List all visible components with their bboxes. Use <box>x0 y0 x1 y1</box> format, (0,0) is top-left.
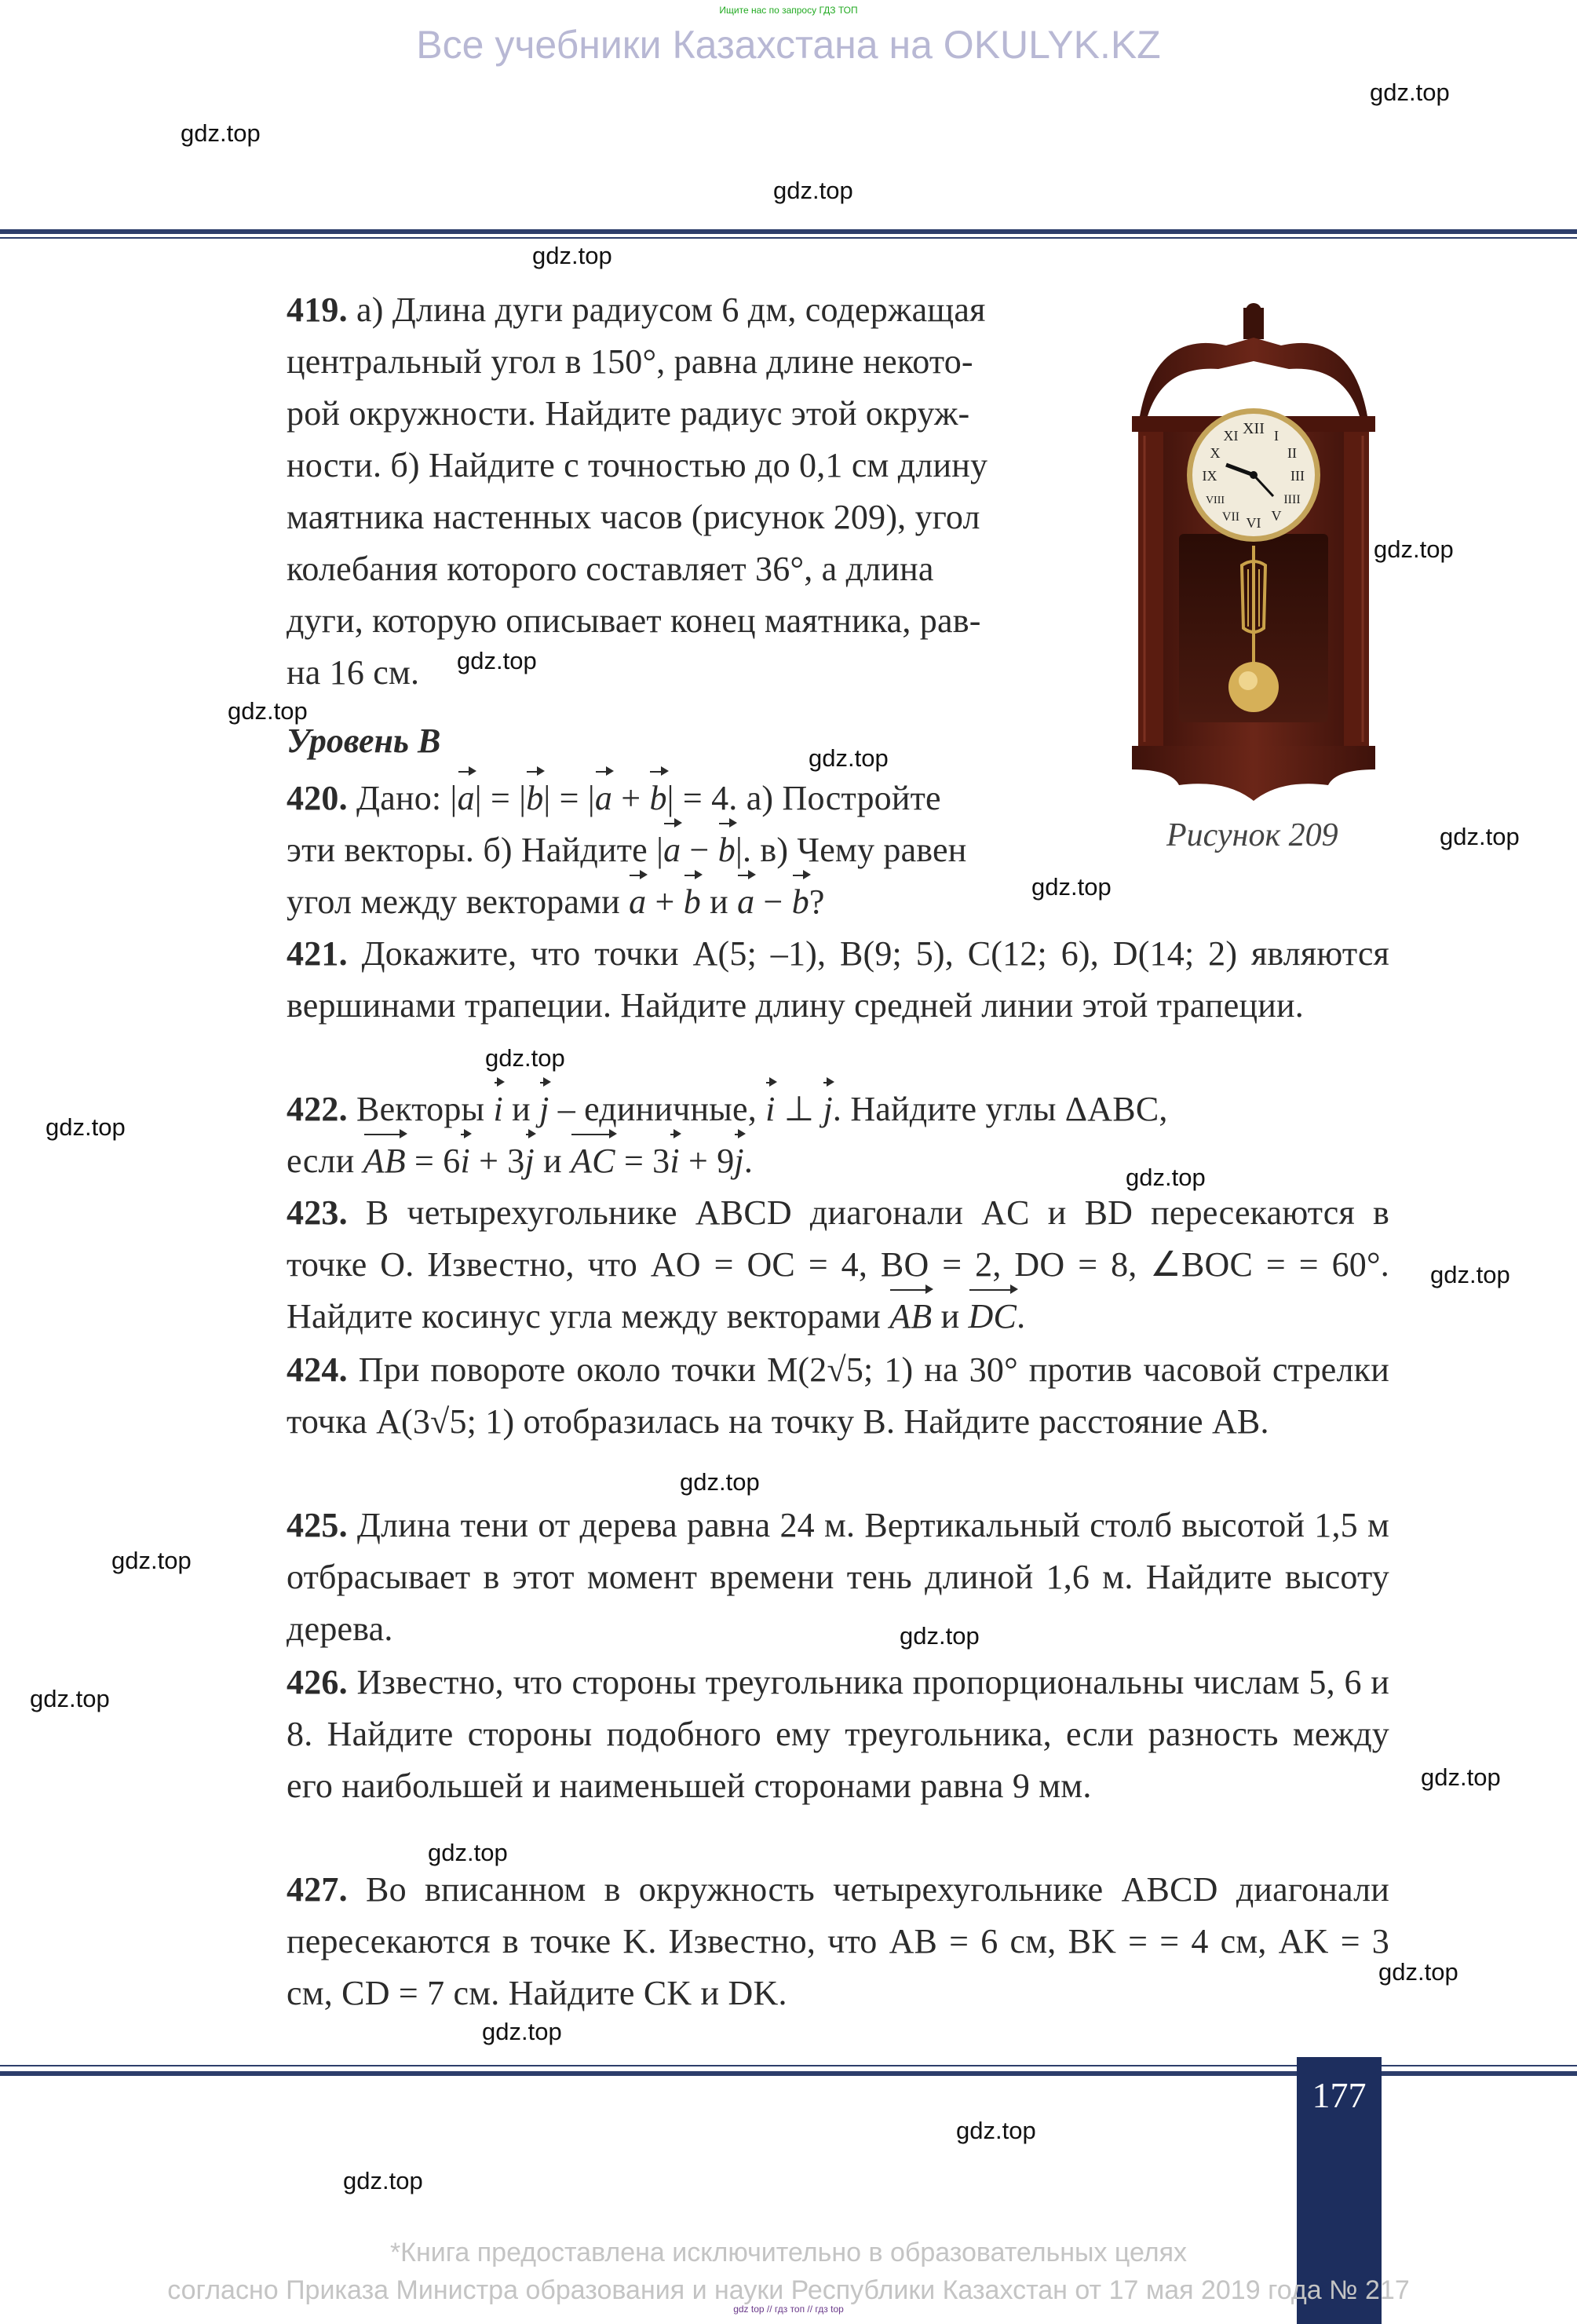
problem-number: 422. <box>287 1090 348 1128</box>
watermark: gdz.top <box>1440 823 1520 850</box>
watermark: gdz.top <box>482 2018 562 2045</box>
watermark: gdz.top <box>956 2117 1036 2144</box>
watermark: gdz.top <box>773 177 853 204</box>
problem-422: 422. Векторы i и j – единичные, i ⊥ j. Найдите углы ΔABC, если AB = 6i + 3j и AC = 3i + 9j. <box>287 1083 1389 1187</box>
watermark: gdz.top <box>485 1044 565 1072</box>
clock-numeral: V <box>1271 508 1282 524</box>
clock-numeral: VII <box>1221 510 1240 524</box>
watermark: gdz.top <box>111 1547 192 1574</box>
watermark: gdz.top <box>457 647 537 674</box>
watermark: gdz.top <box>1421 1763 1501 1791</box>
problem-number: 425. <box>287 1506 348 1544</box>
clock-numeral: XI <box>1223 428 1239 444</box>
problem-number: 426. <box>287 1663 348 1701</box>
problem-number: 420. <box>287 779 348 817</box>
watermark: gdz.top <box>228 697 308 725</box>
problem-426: 426. Известно, что стороны треугольника пропорциональны числам 5, 6 и 8. Найдите стороны подобного ему треугольника, если разность между его наибольшей и наименьшей сторонами равна 9 мм. <box>287 1663 1390 1805</box>
watermark: gdz.top <box>809 744 889 772</box>
watermark: gdz.top <box>900 1622 980 1650</box>
footer-links[interactable]: gdz top // гдз топ // гдз top <box>733 2304 844 2315</box>
watermark: gdz.top <box>680 1468 760 1496</box>
watermark: gdz.top <box>1126 1164 1206 1191</box>
clock-face <box>1187 408 1320 542</box>
pendulum-clock-illustration <box>1124 298 1383 801</box>
watermark: gdz.top <box>46 1113 126 1141</box>
level-heading: Уровень B <box>287 722 441 760</box>
clock-numeral: IX <box>1202 468 1217 484</box>
search-hint: Ищите нас по запросу ГДЗ ТОП <box>719 5 858 16</box>
watermark: gdz.top <box>1430 1261 1510 1288</box>
problem-number: 419. <box>287 290 348 329</box>
problem-424: 424. При повороте около точки M(2√5; 1) на 30° против часовой стрелки точка A(3√5; 1) отобразилась на точку B. Найдите расстояние AB. <box>287 1350 1390 1441</box>
problem-number: 424. <box>287 1350 348 1389</box>
watermark: gdz.top <box>428 1839 508 1866</box>
watermark: gdz.top <box>1370 79 1450 106</box>
watermark: gdz.top <box>181 119 261 147</box>
clock-numeral: II <box>1287 445 1297 461</box>
clock-numeral: IIII <box>1283 493 1301 506</box>
footer-note: *Книга предоставлена исключительно в образовательных целях согласно Приказа Министра образования и науки Республики Казахстан от 17 мая 2019 года № 217 <box>167 2238 1410 2305</box>
figure-caption: Рисунок 209 <box>1166 817 1338 853</box>
watermark: gdz.top <box>1374 535 1454 563</box>
watermark: gdz.top <box>532 242 612 269</box>
page-number: 177 <box>1312 2075 1367 2115</box>
problem-number: 423. <box>287 1193 348 1232</box>
problem-number: 421. <box>287 934 348 973</box>
watermark: gdz.top <box>343 2167 423 2194</box>
header-rule <box>0 237 1577 239</box>
clock-numeral: VI <box>1246 515 1261 531</box>
clock-numeral: XII <box>1243 420 1265 437</box>
watermark: gdz.top <box>30 1685 110 1712</box>
watermark: gdz.top <box>1378 1958 1458 1986</box>
problem-419: 419. а) Длина дуги радиусом 6 дм, содержащая центральный угол в 150°, равна длине некото- рой окружности. Найдите радиус этой окруж- ности. б) Найдите с точностью до 0,1 см длину маятника настенных часов (рисунок 209), угол колебания которого составляет 36°, а длина дуги, которую описывает конец маятника, рав- на 16 см. <box>287 290 988 692</box>
problem-number: 427. <box>287 1870 348 1909</box>
problem-420: 420. Дано: |a| = |b| = |a + b| = 4. а) Постройте эти векторы. б) Найдите |a − b|. в) Чему равен угол между векторами a + b и a − b? <box>287 773 1095 928</box>
clock-numeral: III <box>1290 468 1305 484</box>
problem-423: 423. В четырехугольнике ABCD диагонали AC и BD пересекаются в точке O. Известно, что AO = OC = 4, BO = 2, DO = 8, ∠BOC = = 60°. Найдите косинус угла между векторами AB и DC. <box>287 1187 1389 1343</box>
clock-numeral: I <box>1274 428 1279 444</box>
watermark: gdz.top <box>1031 873 1112 901</box>
header-rule <box>0 229 1577 234</box>
site-banner[interactable]: Все учебники Казахстана на OKULYK.KZ <box>416 23 1161 67</box>
clock-numeral: VIII <box>1205 495 1225 506</box>
problem-425: 425. Длина тени от дерева равна 24 м. Вертикальный столб высотой 1,5 м отбрасывает в этот момент времени тень длиной 1,6 м. Найдите высоту дерева. <box>287 1506 1389 1648</box>
problem-421: 421. Докажите, что точки A(5; –1), B(9; 5), C(12; 6), D(14; 2) являются вершинами трапеции. Найдите длину средней линии этой трапеции. <box>287 934 1389 1025</box>
problem-427: 427. Во вписанном в окружность четырехугольнике ABCD диагонали пересекаются в точке K. Известно, что AB = 6 см, BK = = 4 см, AK = 3 см, CD = 7 см. Найдите CK и DK. <box>287 1870 1390 2012</box>
clock-numeral: X <box>1210 445 1221 461</box>
